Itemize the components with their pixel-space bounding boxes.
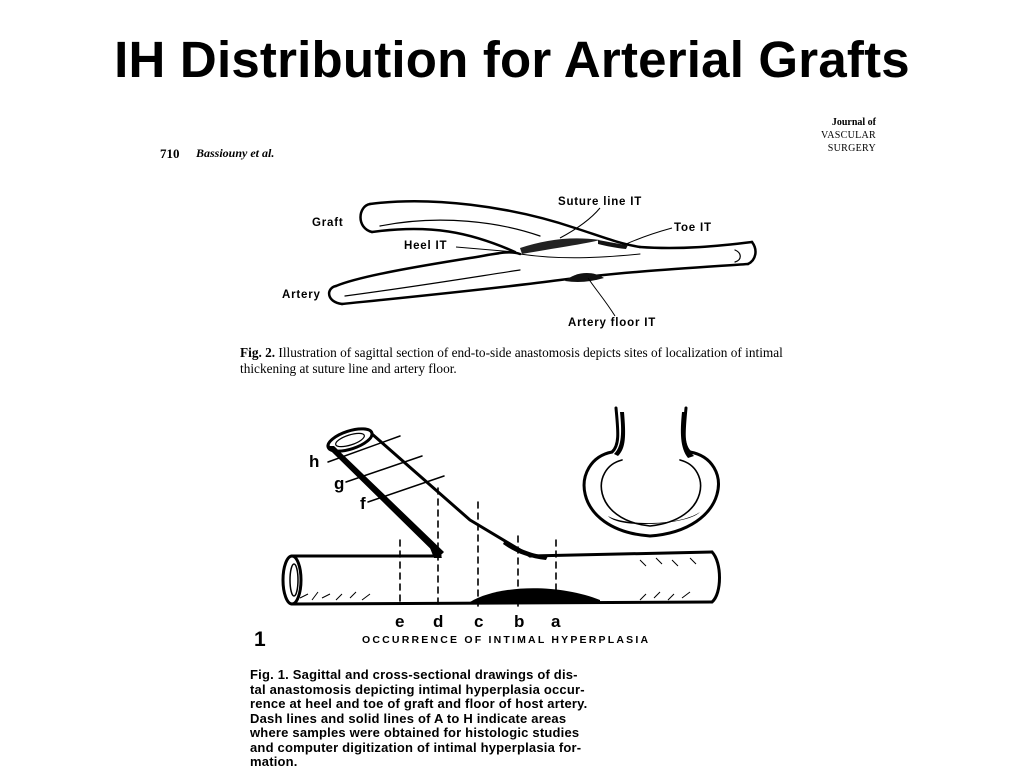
fig1-caption-line: and computer digitization of intimal hyperplasia for- [250,739,582,755]
fig1-letter-b: b [514,612,525,631]
fig1-number: 1 [254,628,266,651]
authors: Bassiouny et al. [196,146,275,160]
fig1-floor-thickening [470,588,600,604]
fig1-letter-g: g [334,474,345,493]
fig1-cross-section-inner [601,460,700,526]
fig1-distal-texture [640,558,696,600]
fig1-caption-line: Fig. 1. Sagittal and cross-sectional drawings of dis- [250,667,578,682]
slide-title: IH Distribution for Arterial Grafts [114,31,910,88]
page-number: 710 [160,146,180,161]
journal-line-3: SURGERY [827,143,876,154]
fig2-artery-label: Artery [282,289,321,301]
fig1-caption-line: rence at heel and toe of graft and floor of host artery. [250,696,588,711]
fig1-letter-e: e [395,612,405,631]
fig2-floor-label: Artery floor IT [568,317,657,329]
fig2-caption-text: Illustration of sagittal section of end-to-side anastomosis depicts sites of localization of intimal thickening at suture line and artery floor. [240,345,783,376]
journal-line-2: VASCULAR [820,130,876,141]
fig1-artery-distal-end [712,552,720,602]
fig2-caption-lead: Fig. 2. [240,345,276,360]
fig1-letter-a: a [551,612,561,631]
journal-line-1: Journal of [831,117,876,128]
fig1-letter-d: d [433,612,444,631]
fig1-letter-h: h [309,452,320,471]
fig1-artery-top-wall-distal [530,552,712,556]
fig1-graft-right-wall [372,434,530,556]
fig1-letter-c: c [474,612,484,631]
fig2-suture-label: Suture line IT [558,196,643,208]
fig1-caption-line: tal anastomosis depicting intimal hyperplasia occur- [250,681,585,697]
fig2-toe-label: Toe IT [674,222,712,234]
fig1-caption [250,668,730,770]
fig1-cross-section-neck-left [612,408,618,452]
fig1-letter-f: f [360,494,366,513]
fig2-graft-label: Graft [312,217,344,229]
fig1-occurrence-label: OCCURRENCE OF INTIMAL HYPERPLASIA [362,634,651,646]
fig1-toe-thickening [503,540,548,560]
fig1-graft-wall-shading [328,446,444,556]
fig1-artery-proximal-lumen [290,564,298,596]
fig1-caption-line: Dash lines and solid lines of A to H indicate areas [250,710,567,726]
fig1-caption-line: mation. [250,754,298,769]
fig1-proximal-texture [300,592,370,600]
fig1-caption-line: where samples were obtained for histologic studies [250,725,580,740]
fig1-graft-opening [325,424,374,455]
fig2-heel-label: Heel IT [404,240,448,252]
